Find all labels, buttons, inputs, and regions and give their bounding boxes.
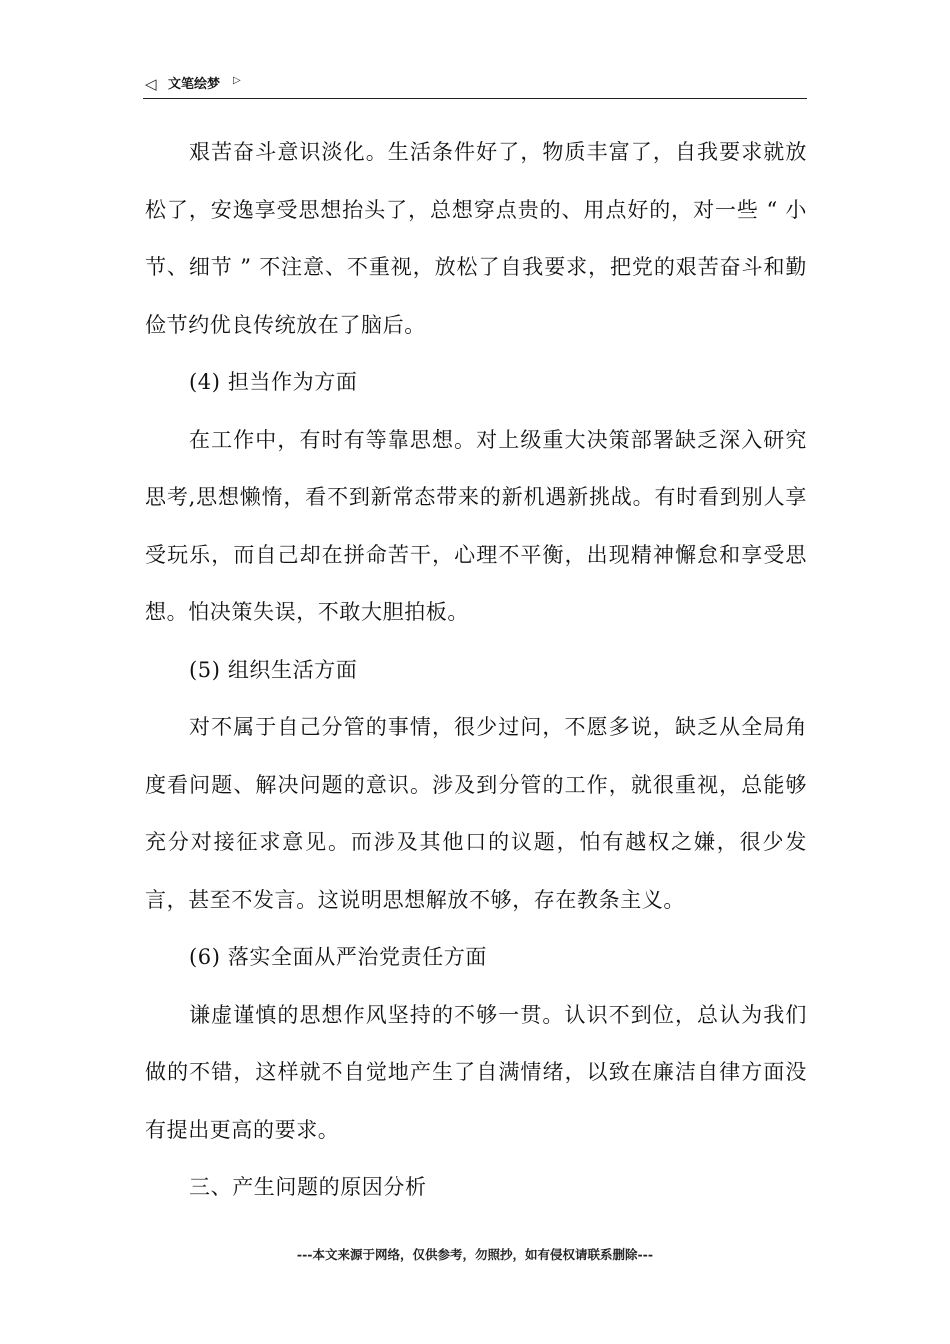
header-brand: 文笔绘梦 [168,77,221,92]
document-body [145,124,807,1217]
page-footer-disclaimer: ---本文来源于网络，仅供参考，勿照抄，如有侵权请联系删除--- [296,1247,654,1262]
paragraph-4: 谦虚谨慎的思想作风坚持的不够一贯。认识不到位，总认为我们做的不错，这样就不自觉地产生了自满情绪，以致在廉洁自律方面没有提出更高的要求。 [145,1002,807,1142]
section-heading-6: (6) 落实全面从严治党责任方面 [189,945,488,969]
section-heading-4: (4) 担当作为方面 [189,370,358,394]
chapter-heading-3: 三、产生问题的原因分析 [189,1175,427,1199]
triangle-left-outline-icon: ◁ [145,75,157,93]
paragraph-1: 艰苦奋斗意识淡化。生活条件好了，物质丰富了，自我要求就放松了，安逸享受思想抬头了，总想穿点贵的、用点好的，对一些 “ 小节、细节 ” 不注意、不重视，放松了自我要求，把党的艰苦奋斗和勤俭节约优良传统放在了脑后。 [145,140,807,337]
paragraph-3: 对不属于自己分管的事情，很少过问，不愿多说，缺乏从全局角度看问题、解决问题的意识。涉及到分管的工作，就很重视，总能够充分对接征求意见。而涉及其他口的议题，怕有越权之嫌，很少发言，甚至不发言。这说明思想解放不够，存在教条主义。 [145,715,807,912]
paragraph-2: 在工作中，有时有等靠思想。对上级重大决策部署缺乏深入研究思考,思想懒惰，看不到新常态带来的新机遇新挑战。有时看到别人享受玩乐，而自己却在拼命苦干，心理不平衡，出现精神懈怠和享受思想。怕决策失误，不敢大胆拍板。 [145,427,807,624]
page-header [143,72,807,99]
section-heading-5: (5) 组织生活方面 [189,657,358,682]
triangle-right-outline-icon: ▷ [233,75,241,86]
